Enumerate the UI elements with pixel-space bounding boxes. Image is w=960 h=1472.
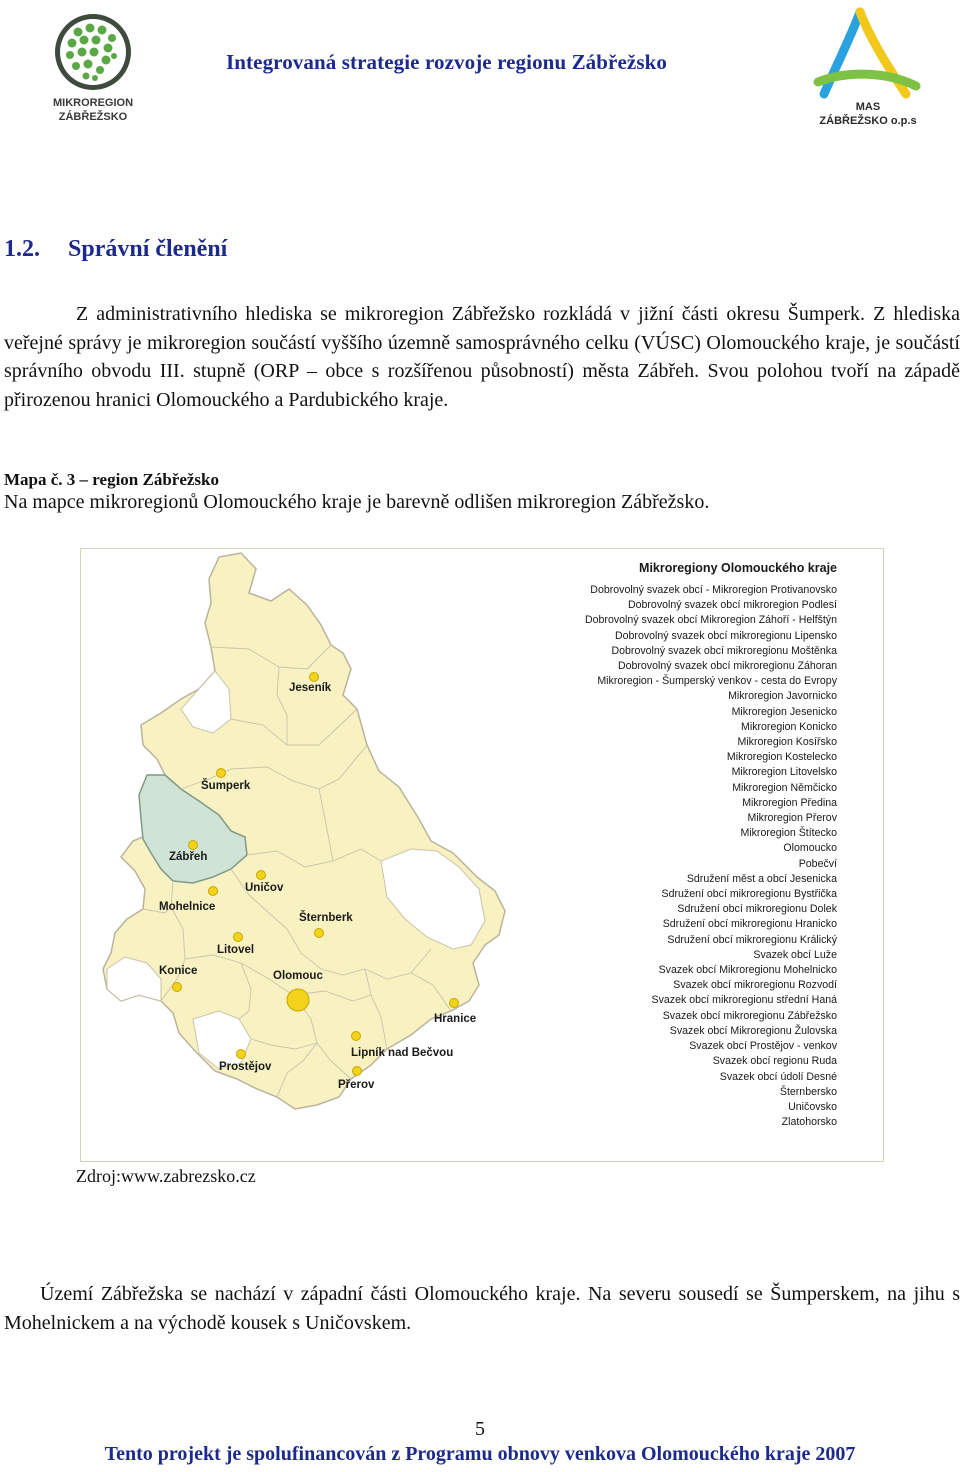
city-dot-konice <box>173 983 182 992</box>
microregions-map <box>80 548 884 1162</box>
legend-item: Svazek obcí Prostějov - venkov <box>689 1040 837 1053</box>
legend-item: Mikroregion Předina <box>742 796 837 809</box>
legend-item: Olomoucko <box>783 842 837 855</box>
logo-left-line1: MIKROREGION <box>52 97 134 109</box>
legend-item: Dobrovolný svazek obcí mikroregionu Moštěnka <box>611 644 837 657</box>
legend-title: Mikroregiony Olomouckého kraje <box>639 561 837 575</box>
legend-item: Mikroregion Litovelsko <box>731 766 837 779</box>
legend-item: Dobrovolný svazek obcí mikroregionu Lipensko <box>615 629 837 642</box>
city-dot-sumperk <box>217 769 226 778</box>
closing-paragraph: Území Zábřežska se nachází v západní části Olomouckého kraje. Na severu sousedí se Šumperskem, na jihu s Mohelnickem a na východě kousek s Uničovskem. <box>4 1283 960 1334</box>
legend-item: Dobrovolný svazek obcí Mikroregion Záhoří - Helfštýn <box>585 614 837 627</box>
city-label-konice: Konice <box>159 965 198 977</box>
city-dot-litovel <box>234 933 243 942</box>
city-dot-olomouc <box>287 989 309 1011</box>
legend-item: Svazek obcí Mikroregionu Mohelnicko <box>658 964 837 977</box>
city-dot-prostejov <box>237 1050 246 1059</box>
legend-item: Sdružení obcí mikroregionu Hranicko <box>662 918 837 931</box>
city-dot-jesenik <box>310 673 319 682</box>
city-dot-hranice <box>450 999 459 1008</box>
section-title: Správní členění <box>68 236 228 262</box>
legend-item: Svazek obcí mikroregionu Rozvodí <box>673 979 837 992</box>
globe-logo-icon <box>48 10 138 128</box>
map-caption-title: Mapa č. 3 – region Zábřežsko <box>4 470 220 489</box>
city-label-lipnik: Lipník nad Bečvou <box>351 1047 454 1059</box>
mas-triangle-logo-icon <box>808 4 924 130</box>
legend-item: Pobečví <box>798 857 837 870</box>
legend-item: Mikroregion Němčicko <box>732 781 837 794</box>
legend-item: Mikroregion Přerov <box>747 812 837 825</box>
legend-item: Mikroregion Konicko <box>741 720 837 733</box>
legend-item: Sdružení měst a obcí Jesenicka <box>686 872 837 885</box>
legend-item: Svazek obcí mikroregionu Zábřežsko <box>662 1009 837 1022</box>
legend-item: Dobrovolný svazek obcí mikroregion Podlesí <box>627 599 837 612</box>
mas-logo <box>808 4 924 130</box>
legend-item: Mikroregion Javornicko <box>728 690 837 703</box>
legend-item: Mikroregion Jesenicko <box>731 705 837 718</box>
legend-item: Sdružení obcí mikroregionu Bystřička <box>661 888 837 901</box>
legend-item: Šternbersko <box>779 1085 837 1098</box>
city-dot-prerov <box>353 1067 362 1076</box>
city-label-unicov: Uničov <box>245 882 284 894</box>
city-label-olomouc: Olomouc <box>273 970 323 982</box>
document-footer: Tento projekt je spolufinancován z Programu obnovy venkova Olomouckého kraje 2007 <box>104 1443 856 1465</box>
legend-item: Sdružení obcí mikroregionu Králický <box>667 933 837 946</box>
legend-item: Svazek obcí údolí Desné <box>719 1070 837 1083</box>
legend-item: Zlatohorsko <box>781 1116 837 1129</box>
logo-right-line2: ZÁBŘEŽSKO o.p.s <box>819 115 917 127</box>
legend-item: Mikroregion Kosířsko <box>737 736 837 749</box>
legend-list <box>507 583 837 1130</box>
logo-left-line2: ZÁBŘEŽSKO <box>58 111 128 123</box>
legend-item: Sdružení obcí mikroregionu Dolek <box>677 903 837 916</box>
legend-item: Uničovsko <box>788 1100 837 1113</box>
city-label-zabreh: Zábřeh <box>169 851 208 863</box>
legend-item: Dobrovolný svazek obcí - Mikroregion Protivanovsko <box>590 584 837 596</box>
map-source: Zdroj:www.zabrezsko.cz <box>76 1166 256 1186</box>
city-dot-mohelnice <box>209 887 218 896</box>
document-header-title: Integrovaná strategie rozvoje regionu Zábřežsko <box>226 50 667 74</box>
logo-right-line1: MAS <box>855 101 881 113</box>
mikroregion-logo <box>48 10 138 128</box>
legend-item: Svazek obcí mikroregionu střední Haná <box>651 994 837 1007</box>
section-heading <box>4 236 227 263</box>
legend-item: Svazek obcí Luže <box>753 948 837 961</box>
city-label-sternberk: Šternberk <box>299 912 353 924</box>
legend-item: Svazek obcí Mikroregionu Žulovska <box>669 1024 837 1037</box>
city-label-jesenik: Jeseník <box>289 682 332 694</box>
city-label-sumperk: Šumperk <box>201 780 251 792</box>
city-dot-unicov <box>257 871 266 880</box>
city-dot-sternberk <box>315 929 324 938</box>
map-caption-text: Na mapce mikroregionů Olomouckého kraje je barevně odlišen mikroregion Zábřežsko. <box>4 491 710 513</box>
intro-paragraph: Z administrativního hlediska se mikroregion Zábřežsko rozkládá v jižní části okresu Šumperk. Z hlediska veřejné správy je mikroregion součástí vyššího územně samosprávného celku (VÚSC) Olomouckého kraje, je součástí správního obvodu III. stupně (ORP – obce s rozšířenou působností) města Zábřeh. Svou polohou tvoří na západě přirozenou hranici Olomouckého a Pardubického kraje. <box>4 303 960 411</box>
city-dot-zabreh <box>189 841 198 850</box>
legend-item: Mikroregion Štítecko <box>740 827 837 840</box>
page-number: 5 <box>475 1418 485 1440</box>
city-label-mohelnice: Mohelnice <box>159 901 216 913</box>
city-label-litovel: Litovel <box>217 944 255 956</box>
city-label-prerov: Přerov <box>338 1079 375 1091</box>
city-dot-lipnik <box>352 1032 361 1041</box>
city-label-prostejov: Prostějov <box>219 1061 272 1073</box>
legend-item: Svazek obcí regionu Ruda <box>712 1055 837 1068</box>
legend-item: Dobrovolný svazek obcí mikroregionu Záhoran <box>617 660 837 673</box>
map-legend <box>507 561 837 1130</box>
section-number: 1.2. <box>4 236 40 262</box>
city-label-hranice: Hranice <box>434 1013 477 1025</box>
legend-item: Mikroregion Kostelecko <box>726 751 837 764</box>
legend-item: Mikroregion - Šumperský venkov - cesta do Evropy <box>597 675 837 688</box>
